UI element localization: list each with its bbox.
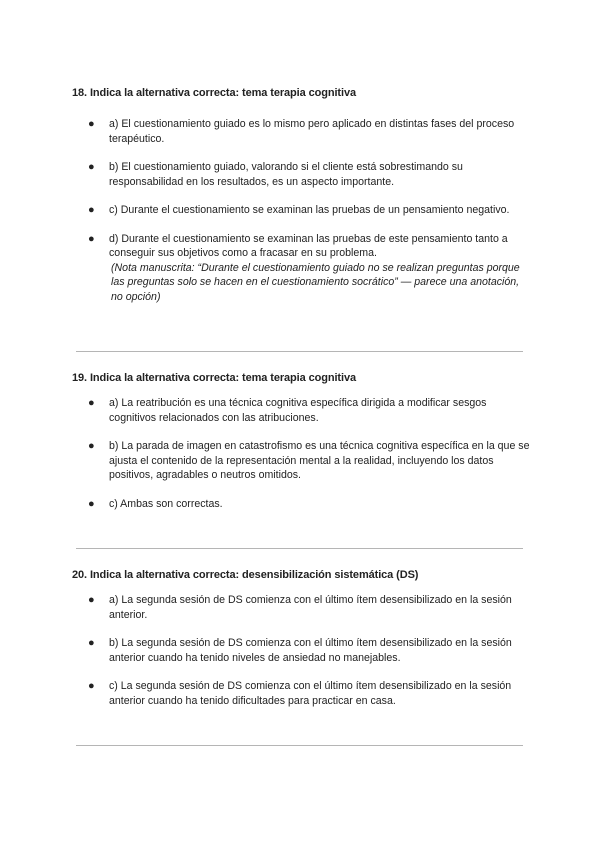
section-divider: [76, 745, 523, 746]
question-20: [72, 568, 532, 708]
bullet-icon: ●: [88, 680, 95, 692]
option-text: a) La segunda sesión de DS comienza con el último ítem desensibilizado en la sesión anterior.: [109, 594, 512, 621]
option-list: [72, 593, 532, 708]
option-c: [72, 203, 532, 218]
question-title: 18. Indica la alternativa correcta: tema terapia cognitiva: [72, 87, 356, 99]
option-a: [72, 593, 532, 622]
option-text: b) El cuestionamiento guiado, valorando si el cliente está sobrestimando su responsabilidad en los resultados, es un aspecto importante.: [109, 161, 463, 188]
option-c: [72, 497, 532, 512]
option-text: b) La parada de imagen en catastrofismo es una técnica cognitiva específica en la que se ajusta el contenido de la representación mental a la realidad, incluyendo los datos positivos, agradables o neutros omitidos.: [109, 440, 530, 481]
bullet-icon: ●: [88, 637, 95, 649]
section-divider: [76, 548, 523, 549]
option-text: c) Durante el cuestionamiento se examinan las pruebas de un pensamiento negativo.: [109, 204, 510, 216]
option-a: [72, 396, 532, 425]
bullet-icon: ●: [88, 594, 95, 606]
bullet-icon: ●: [88, 118, 95, 130]
option-text: a) El cuestionamiento guiado es lo mismo pero aplicado en distintas fases del proceso terapéutico.: [109, 118, 515, 145]
question-18: [72, 86, 532, 304]
option-b: [72, 160, 532, 189]
option-text: c) Ambas son correctas.: [109, 497, 223, 510]
option-d: [72, 232, 532, 305]
bullet-icon: ●: [88, 497, 95, 510]
option-text: b) La segunda sesión de DS comienza con el último ítem desensibilizado en la sesión anterior cuando ha tenido niveles de ansiedad no manejables.: [109, 637, 512, 664]
question-title: 20. Indica la alternativa correcta: desensibilización sistemática (DS): [72, 569, 419, 581]
option-text: d) Durante el cuestionamiento se examinan las pruebas de este pensamiento tanto a conseguir sus objetivos como a fracasar en su problema.: [109, 232, 508, 259]
option-text: a) La reatribución es una técnica cognitiva específica dirigida a modificar sesgos cognitivos relacionados con las atribuciones.: [109, 397, 487, 424]
bullet-icon: ●: [88, 397, 95, 409]
option-b: [72, 439, 532, 483]
option-c: [72, 679, 532, 708]
option-text: c) La segunda sesión de DS comienza con el último ítem desensibilizado en la sesión anterior cuando ha tenido dificultades para practicar en casa.: [109, 680, 512, 707]
question-19: [72, 371, 532, 511]
option-list: [72, 117, 532, 304]
bullet-icon: ●: [88, 440, 95, 452]
bullet-icon: ●: [88, 204, 95, 216]
question-title: 19. Indica la alternativa correcta: tema terapia cognitiva: [72, 372, 356, 384]
section-divider: [76, 351, 523, 352]
option-list: [72, 396, 532, 511]
handwritten-note: (Nota manuscrita: “Durante el cuestionamiento guiado no se realizan preguntas porque las preguntas solo se hacen en el cuestionamiento socrático” — parece una anotación, no opción): [111, 261, 520, 303]
option-b: [72, 636, 532, 665]
bullet-icon: ●: [88, 232, 95, 245]
bullet-icon: ●: [88, 161, 95, 173]
option-a: [72, 117, 532, 146]
